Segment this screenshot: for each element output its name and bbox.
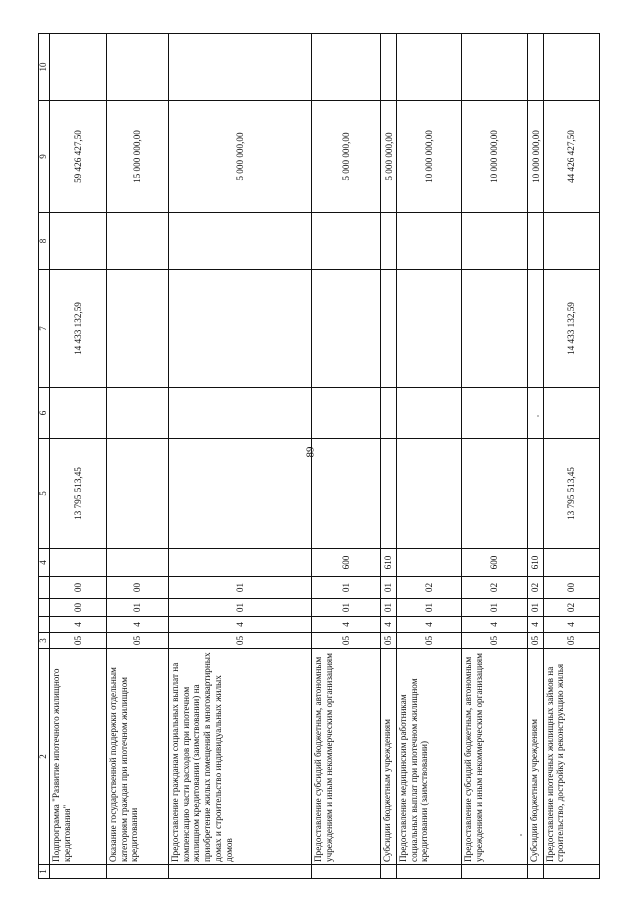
code-direction: 02 bbox=[462, 577, 527, 599]
value-col-6 bbox=[462, 388, 527, 439]
code-direction: 01 bbox=[380, 577, 396, 599]
item-name: Подпрограмма "Развитие ипотечного жилищного кредитования" bbox=[50, 649, 106, 865]
header-cell: 7 bbox=[39, 270, 50, 388]
code-event: 00 bbox=[50, 599, 106, 617]
code-program: 4 bbox=[380, 617, 396, 633]
code-event: 01 bbox=[396, 599, 461, 617]
code-section: 05 bbox=[380, 633, 396, 649]
code-direction: 00 bbox=[50, 577, 106, 599]
header-cell: 9 bbox=[39, 101, 50, 213]
page-number: 89 bbox=[304, 446, 317, 458]
code-section: 05 bbox=[312, 633, 381, 649]
code-event: 01 bbox=[312, 599, 381, 617]
expense-type: 600 bbox=[312, 549, 381, 577]
header-cell: 2 bbox=[39, 649, 50, 865]
value-col-7 bbox=[380, 270, 396, 388]
value-col-5 bbox=[380, 439, 396, 549]
value-col-7 bbox=[106, 270, 168, 388]
item-name: Субсидии бюджетным учреждениям bbox=[380, 649, 396, 865]
item-name: Оказание государственной поддержки отдельным категориям граждан при ипотечном жилищном кредитовании bbox=[106, 649, 168, 865]
rotated-table-wrapper bbox=[38, 34, 600, 879]
value-col-5: 13 795 513,45 bbox=[543, 439, 599, 549]
value-col-10 bbox=[106, 34, 168, 101]
value-col-8 bbox=[106, 213, 168, 270]
item-name: Предоставление ипотечных жилищных займов на строительство, достройку и реконструкцию жилья bbox=[543, 649, 599, 865]
value-col-7 bbox=[527, 270, 543, 388]
header-cell bbox=[39, 577, 50, 599]
value-col-5 bbox=[106, 439, 168, 549]
row-spacer-cell bbox=[106, 865, 168, 879]
header-cell bbox=[39, 599, 50, 617]
expense-type bbox=[106, 549, 168, 577]
code-program: 4 bbox=[168, 617, 311, 633]
value-col-9: 5 000 000,00 bbox=[380, 101, 396, 213]
value-col-9: 59 426 427,50 bbox=[50, 101, 106, 213]
code-program: 4 bbox=[106, 617, 168, 633]
value-col-5 bbox=[396, 439, 461, 549]
code-direction: 02 bbox=[527, 577, 543, 599]
table-row bbox=[312, 34, 381, 879]
header-cell: 4 bbox=[39, 549, 50, 577]
header-cell: 6 bbox=[39, 388, 50, 439]
row-spacer-cell bbox=[543, 865, 599, 879]
value-col-8 bbox=[168, 213, 311, 270]
code-event: 01 bbox=[168, 599, 311, 617]
value-col-8 bbox=[312, 213, 381, 270]
expense-type bbox=[396, 549, 461, 577]
value-col-10 bbox=[50, 34, 106, 101]
value-col-6 bbox=[396, 388, 461, 439]
code-direction: 00 bbox=[543, 577, 599, 599]
item-name: Предоставление субсидий бюджетным, автономным учреждениям и иным некоммерческим организациям bbox=[312, 649, 381, 865]
item-name: Предоставление медицинским работникам социальных выплат при ипотечном жилищном кредитовании (заимствовании) bbox=[396, 649, 461, 865]
header-cell: 5 bbox=[39, 439, 50, 549]
row-spacer-cell bbox=[462, 865, 527, 879]
code-section: 05 bbox=[168, 633, 311, 649]
budget-table bbox=[38, 33, 600, 879]
table-row bbox=[106, 34, 168, 879]
value-col-7 bbox=[168, 270, 311, 388]
value-col-6 bbox=[312, 388, 381, 439]
code-section: 05 bbox=[396, 633, 461, 649]
table-row bbox=[380, 34, 396, 879]
value-col-5 bbox=[527, 439, 543, 549]
value-col-7 bbox=[462, 270, 527, 388]
value-col-9: 10 000 000,00 bbox=[462, 101, 527, 213]
table-row bbox=[462, 34, 527, 879]
column-number-row bbox=[39, 34, 50, 879]
code-program: 4 bbox=[50, 617, 106, 633]
value-col-6 bbox=[527, 388, 543, 439]
value-col-9: 10 000 000,00 bbox=[396, 101, 461, 213]
header-cell bbox=[39, 617, 50, 633]
code-section: 05 bbox=[462, 633, 527, 649]
value-col-8 bbox=[396, 213, 461, 270]
expense-type bbox=[543, 549, 599, 577]
expense-type bbox=[50, 549, 106, 577]
value-col-6 bbox=[380, 388, 396, 439]
code-program: 4 bbox=[312, 617, 381, 633]
expense-type: 610 bbox=[527, 549, 543, 577]
value-col-10 bbox=[168, 34, 311, 101]
code-direction: 02 bbox=[396, 577, 461, 599]
value-col-5: 13 795 513,45 bbox=[50, 439, 106, 549]
code-section: 05 bbox=[106, 633, 168, 649]
value-col-8 bbox=[462, 213, 527, 270]
code-section: 05 bbox=[50, 633, 106, 649]
expense-type bbox=[168, 549, 311, 577]
expense-type: 610 bbox=[380, 549, 396, 577]
code-program: 4 bbox=[543, 617, 599, 633]
code-direction: 00 bbox=[106, 577, 168, 599]
header-cell: 1 bbox=[39, 865, 50, 879]
value-col-7: 14 433 132,59 bbox=[543, 270, 599, 388]
value-col-9: 5 000 000,00 bbox=[168, 101, 311, 213]
code-event: 01 bbox=[462, 599, 527, 617]
value-col-6 bbox=[168, 388, 311, 439]
row-spacer-cell bbox=[168, 865, 311, 879]
code-section: 05 bbox=[527, 633, 543, 649]
value-col-6 bbox=[106, 388, 168, 439]
value-col-9: 10 000 000,00 bbox=[527, 101, 543, 213]
row-spacer-cell bbox=[380, 865, 396, 879]
value-col-9: 15 000 000,00 bbox=[106, 101, 168, 213]
value-col-6 bbox=[50, 388, 106, 439]
code-event: 01 bbox=[380, 599, 396, 617]
code-event: 01 bbox=[527, 599, 543, 617]
item-name: Предоставление субсидий бюджетным, автономным учреждениям и иным некоммерческим организациям bbox=[462, 649, 527, 865]
row-spacer-cell bbox=[396, 865, 461, 879]
table-row bbox=[527, 34, 543, 879]
item-name: Субсидии бюджетным учреждениям bbox=[527, 649, 543, 865]
value-col-9: 5 000 000,00 bbox=[312, 101, 381, 213]
code-section: 05 bbox=[543, 633, 599, 649]
item-name: Предоставление гражданам социальных выплат на компенсацию части расходов при ипотечном жилищном кредитовании (заимствовании) на приобретение жилых помещений в многоквартирных домах и строительство индивидуальных жилых домов bbox=[168, 649, 311, 865]
code-program: 4 bbox=[527, 617, 543, 633]
code-event: 01 bbox=[106, 599, 168, 617]
code-event: 02 bbox=[543, 599, 599, 617]
value-col-10 bbox=[380, 34, 396, 101]
expense-type: 600 bbox=[462, 549, 527, 577]
value-col-7 bbox=[396, 270, 461, 388]
value-col-5 bbox=[168, 439, 311, 549]
table-row bbox=[50, 34, 106, 879]
value-col-10 bbox=[462, 34, 527, 101]
row-spacer-cell bbox=[527, 865, 543, 879]
value-col-7: 14 433 132,59 bbox=[50, 270, 106, 388]
value-col-8 bbox=[543, 213, 599, 270]
value-col-5 bbox=[312, 439, 381, 549]
header-cell: 3 bbox=[39, 633, 50, 649]
table-row bbox=[396, 34, 461, 879]
value-col-10 bbox=[527, 34, 543, 101]
value-col-8 bbox=[50, 213, 106, 270]
value-col-9: 44 426 427,50 bbox=[543, 101, 599, 213]
value-col-8 bbox=[380, 213, 396, 270]
row-spacer-cell bbox=[50, 865, 106, 879]
code-direction: 01 bbox=[168, 577, 311, 599]
code-direction: 01 bbox=[312, 577, 381, 599]
value-col-10 bbox=[312, 34, 381, 101]
value-col-8 bbox=[527, 213, 543, 270]
value-col-10 bbox=[396, 34, 461, 101]
header-cell: 10 bbox=[39, 34, 50, 101]
value-col-5 bbox=[462, 439, 527, 549]
table-row bbox=[168, 34, 311, 879]
table-row bbox=[543, 34, 599, 879]
value-col-6 bbox=[543, 388, 599, 439]
code-program: 4 bbox=[462, 617, 527, 633]
row-spacer-cell bbox=[312, 865, 381, 879]
value-col-7 bbox=[312, 270, 381, 388]
header-cell: 8 bbox=[39, 213, 50, 270]
value-col-10 bbox=[543, 34, 599, 101]
code-program: 4 bbox=[396, 617, 461, 633]
